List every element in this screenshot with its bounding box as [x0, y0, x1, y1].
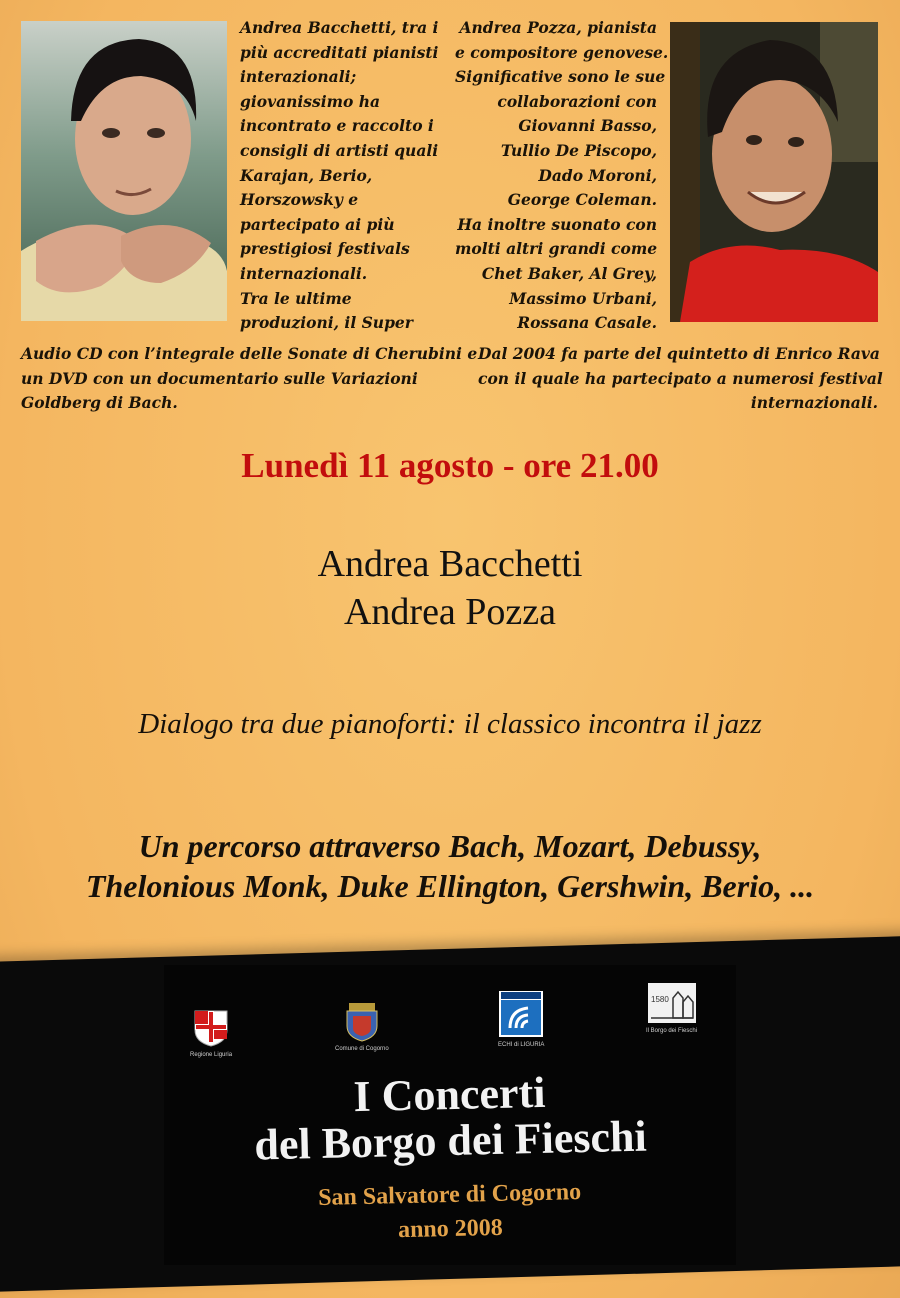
bio-line: Karajan, Berio,	[240, 165, 373, 185]
bio-line: Horszowsky e	[240, 190, 359, 210]
bio-line: Dal 2004 fa parte del quintetto di Enrico Rava	[478, 344, 880, 363]
bio-line: Chet Baker, Al Grey,	[481, 263, 657, 283]
echi-di-liguria-logo-icon	[498, 990, 544, 1038]
event-date: Lunedì 11 agosto - ore 21.00	[241, 446, 659, 485]
photo-andrea-pozza	[670, 22, 878, 322]
series-title-line: I Concerti	[353, 1067, 546, 1122]
bio-bacchetti-bottom	[21, 342, 478, 416]
bio-line: Tullio De Piscopo,	[500, 140, 657, 160]
bio-line: più accreditati pianisti	[240, 42, 439, 62]
bio-line: con il quale ha partecipato a numerosi festival	[478, 368, 883, 388]
bio-line: Significative sono le sue	[455, 67, 666, 87]
performer-name: Andrea Pozza	[343, 591, 557, 633]
bio-pozza-top	[455, 16, 669, 336]
bio-line: internazionali.	[240, 263, 368, 283]
logo-comune-cogorno	[335, 1002, 389, 1052]
bio-line: prestigiosi festivals	[240, 239, 410, 259]
bio-line: internazionali.	[750, 393, 878, 413]
logo-caption: ECHI di LIGURIA	[498, 1042, 545, 1048]
bio-line: e compositore genovese.	[455, 42, 669, 62]
photo-andrea-bacchetti	[21, 21, 227, 321]
series-title-line: del Borgo dei Fieschi	[253, 1111, 648, 1170]
program-line: Thelonious Monk, Duke Ellington, Gershwin, Berio, ...	[85, 868, 815, 904]
bio-line: Tra le ultime	[240, 288, 352, 308]
borgo-dei-fieschi-logo-icon	[647, 982, 697, 1024]
pozza-portrait-icon	[670, 22, 878, 322]
series-subtitle-line: anno 2008	[397, 1214, 504, 1244]
logo-echi-di-liguria	[498, 990, 544, 1048]
bio-line: interazionali;	[240, 67, 357, 87]
bio-line: Andrea Pozza, pianista	[459, 18, 657, 37]
bio-line: Audio CD con l’integrale delle Sonate di Cherubini e	[21, 344, 478, 363]
bio-line: George Coleman.	[507, 190, 657, 210]
performer-name: Andrea Bacchetti	[317, 543, 583, 585]
bio-line: un DVD con un documentario sulle Variazioni	[21, 368, 418, 388]
logo-caption: Il Borgo dei Fieschi	[646, 1028, 698, 1034]
logo-caption: Regione Liguria	[190, 1052, 233, 1058]
bacchetti-portrait-icon	[21, 21, 227, 321]
logo-caption: Comune di Cogorno	[335, 1046, 389, 1052]
bio-line: Dado Moroni,	[538, 165, 657, 185]
series-subtitle-line: San Salvatore di Cogorno	[317, 1179, 582, 1211]
bio-line: collaborazioni con	[497, 91, 657, 111]
bio-bacchetti-top	[240, 16, 445, 336]
bio-line: incontrato e raccolto i	[240, 116, 434, 136]
program-description	[0, 826, 900, 906]
performers	[0, 540, 900, 636]
logo-regione-liguria	[190, 1008, 232, 1058]
bio-line: Massimo Urbani,	[509, 288, 657, 308]
bio-line: Rossana Casale.	[517, 313, 657, 333]
logo-borgo-dei-fieschi	[646, 982, 697, 1034]
bio-line: partecipato ai più	[240, 214, 395, 234]
bio-line: consigli di artisti quali	[240, 140, 439, 160]
program-line: Un percorso attraverso Bach, Mozart, Debussy,	[138, 828, 762, 864]
bio-line: Giovanni Basso,	[518, 116, 657, 136]
event-subtitle: Dialogo tra due pianoforti: il classico incontra il jazz	[138, 708, 762, 740]
bio-line: giovanissimo ha	[240, 91, 381, 111]
logo-badge: 1580	[650, 995, 669, 1004]
bio-pozza-bottom	[478, 342, 883, 416]
bio-line: molti altri grandi come	[455, 239, 658, 259]
bio-line: produzioni, il Super	[240, 313, 413, 333]
bio-line: Goldberg di Bach.	[21, 393, 178, 413]
bio-line: Ha inoltre suonato con	[457, 214, 657, 234]
regione-liguria-crest-icon	[192, 1008, 230, 1048]
bio-line: Andrea Bacchetti, tra i	[240, 18, 439, 37]
comune-cogorno-crest-icon	[341, 1002, 383, 1042]
